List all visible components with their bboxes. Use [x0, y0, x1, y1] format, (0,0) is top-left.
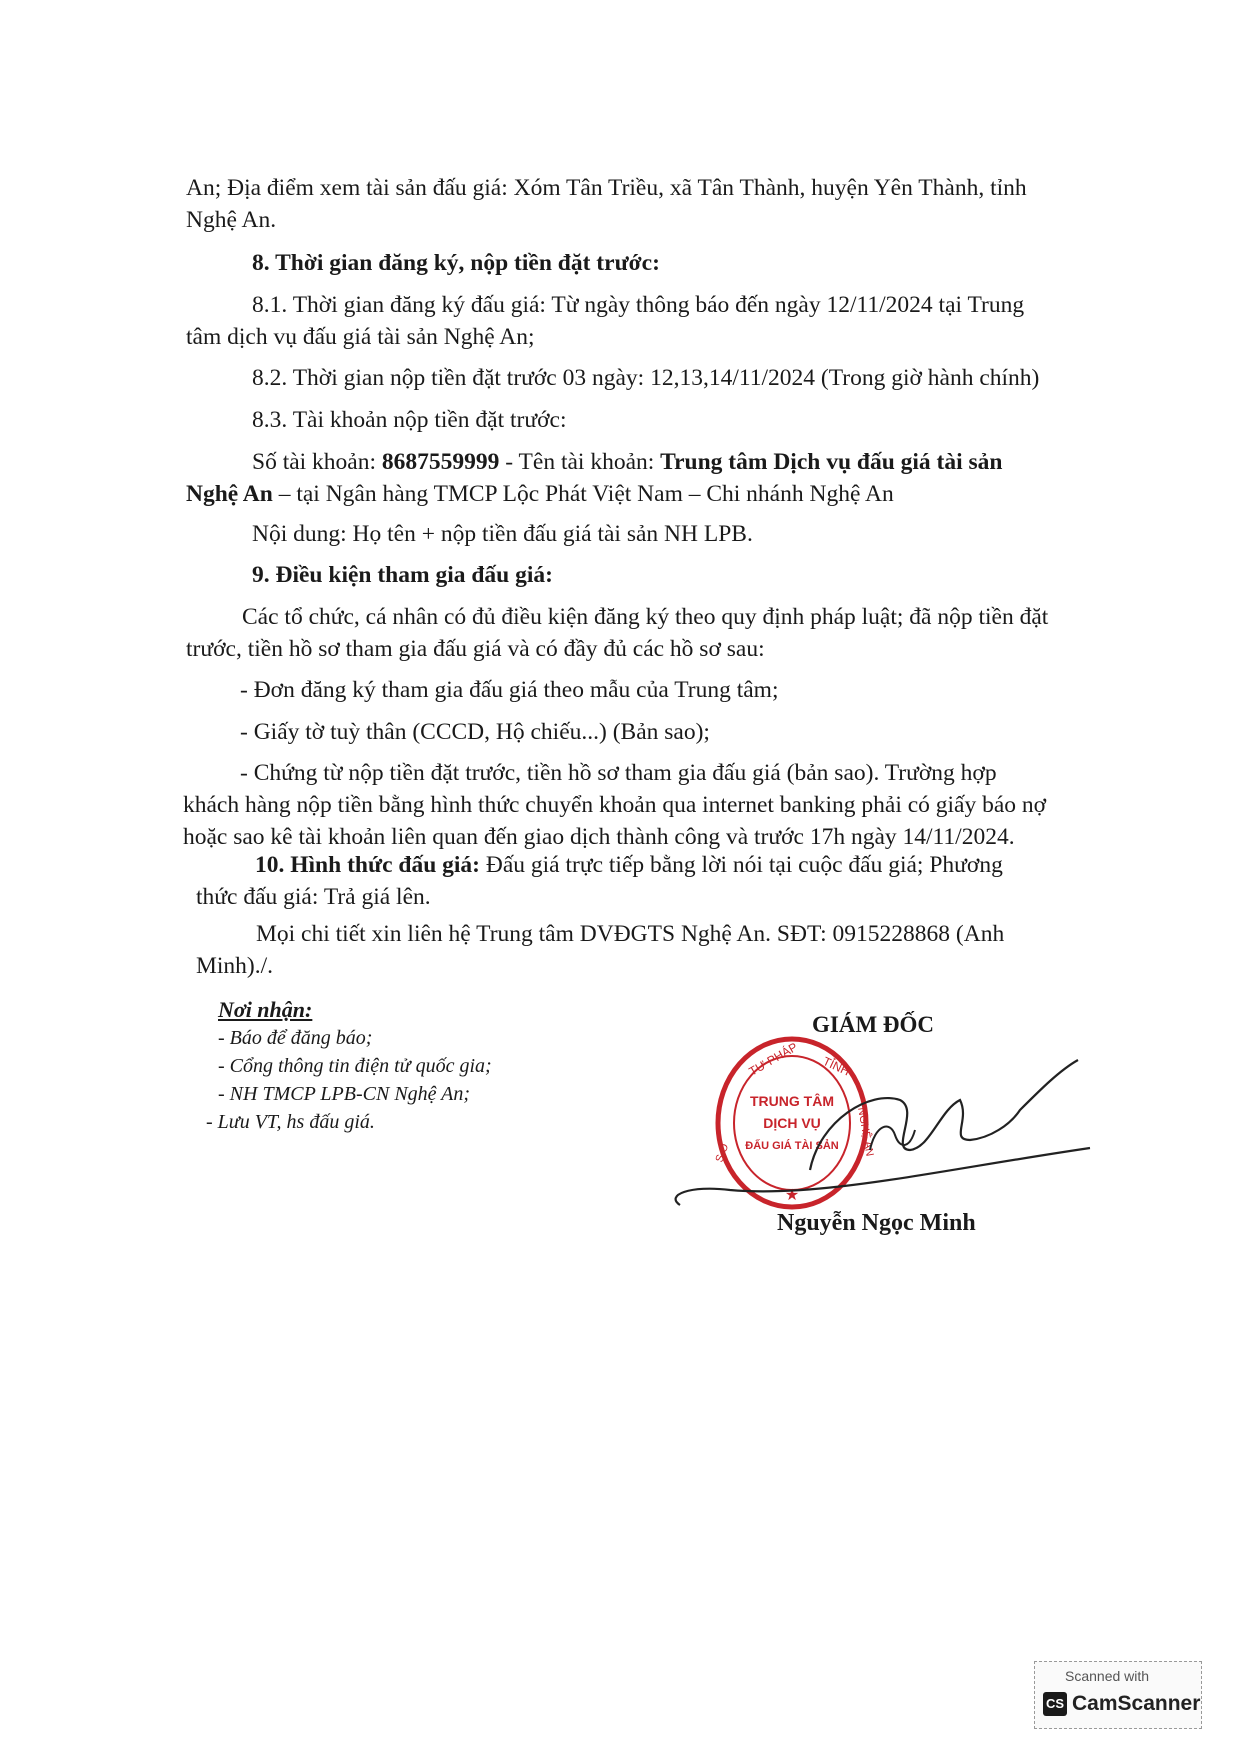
stamp-text-province: TỈNH	[820, 1054, 853, 1079]
paragraph-line: 8.2. Thời gian nộp tiền đặt trước 03 ngày: 12,13,14/11/2024 (Trong giờ hành chính)	[252, 365, 1040, 391]
paragraph-line: An; Địa điểm xem tài sản đấu giá: Xóm Tân Triều, xã Tân Thành, huyện Yên Thành, tỉnh	[186, 175, 1027, 201]
paragraph-line: trước, tiền hồ sơ tham gia đấu giá và có đầy đủ các hồ sơ sau:	[186, 636, 765, 662]
bullet-item: - Giấy tờ tuỳ thân (CCCD, Hộ chiếu...) (Bản sao);	[240, 719, 710, 745]
payment-content: Nội dung: Họ tên + nộp tiền đấu giá tài sản NH LPB.	[252, 521, 753, 547]
paragraph-line: Các tổ chức, cá nhân có đủ điều kiện đăng ký theo quy định pháp luật; đã nộp tiền đặt	[242, 604, 1049, 630]
camscanner-watermark	[1034, 1661, 1202, 1729]
paragraph-line: 8.3. Tài khoản nộp tiền đặt trước:	[252, 407, 567, 433]
recipient-item: - NH TMCP LPB-CN Nghệ An;	[218, 1083, 471, 1105]
stamp-text-left: S.O	[713, 1142, 732, 1165]
stamp-text-center-3: ĐẤU GIÁ TÀI SẢN	[745, 1140, 839, 1152]
paragraph-line: 8.1. Thời gian đăng ký đấu giá: Từ ngày thông báo đến ngày 12/11/2024 tại Trung	[252, 292, 1025, 318]
camscanner-logo-icon: CS	[1043, 1692, 1067, 1716]
signer-name: Nguyễn Ngọc Minh	[777, 1210, 976, 1236]
paragraph-line: khách hàng nộp tiền bằng hình thức chuyển khoản qua internet banking phải có giấy báo nợ	[183, 792, 1047, 818]
bullet-item: - Chứng từ nộp tiền đặt trước, tiền hồ sơ tham gia đấu giá (bản sao). Trường hợp	[240, 760, 997, 786]
section-10-heading: 10. Hình thức đấu giá:	[255, 852, 480, 878]
account-bank-line	[186, 478, 1106, 510]
section-8-heading: 8. Thời gian đăng ký, nộp tiền đặt trước:	[252, 250, 660, 276]
stamp-text-center-1: TRUNG TÂM	[750, 1093, 834, 1109]
bullet-item: - Đơn đăng ký tham gia đấu giá theo mẫu của Trung tâm;	[240, 677, 779, 703]
section-10-text: Đấu giá trực tiếp bằng lời nói tại cuộc đấu giá; Phương	[480, 852, 1003, 878]
recipient-item: - Báo để đăng báo;	[218, 1027, 373, 1049]
contact-line: Mọi chi tiết xin liên hệ Trung tâm DVĐGTS Nghệ An. SĐT: 0915228868 (Anh	[256, 921, 1005, 947]
recipients-block	[206, 996, 492, 1136]
stamp-star-icon: ★	[784, 1185, 800, 1204]
stamp-text-top: TƯ PHÁP	[746, 1039, 800, 1079]
stamp-text-side: NGHỆ AN	[855, 1106, 876, 1158]
account-name-cont: Nghệ An	[186, 481, 273, 507]
recipients-title: Nơi nhận:	[218, 997, 313, 1022]
stamp-text-center-2: DỊCH VỤ	[763, 1115, 821, 1131]
section-9-heading: 9. Điều kiện tham gia đấu giá:	[252, 562, 553, 588]
section-10-line	[255, 849, 1175, 881]
paragraph-line: Nghệ An.	[186, 207, 277, 233]
account-number: 8687559999	[381, 449, 500, 475]
contact-line: Minh)./.	[196, 953, 274, 979]
paragraph-line: tâm dịch vụ đấu giá tài sản Nghệ An;	[186, 324, 535, 350]
signature-handwritten	[660, 1030, 1090, 1230]
watermark-text: Scanned with	[1065, 1668, 1150, 1684]
paragraph-line: hoặc sao kê tài khoản liên quan đến giao dịch thành công và trước 17h ngày 14/11/2024.	[183, 824, 1015, 850]
director-title: GIÁM ĐỐC	[812, 1012, 935, 1037]
recipient-item: - Cổng thông tin điện tử quốc gia;	[218, 1055, 492, 1077]
watermark-brand: CamScanner	[1072, 1692, 1201, 1715]
account-label: Số tài khoản:	[252, 449, 382, 475]
paragraph-line: thức đấu giá: Trả giá lên.	[196, 884, 431, 910]
account-line	[252, 446, 1172, 478]
account-name-label: - Tên tài khoản:	[499, 449, 661, 475]
account-name: Trung tâm Dịch vụ đấu giá tài sản	[660, 449, 1003, 475]
bank-name: – tại Ngân hàng TMCP Lộc Phát Việt Nam – Chi nhánh Nghệ An	[272, 481, 894, 507]
recipient-item: - Lưu VT, hs đấu giá.	[206, 1111, 375, 1133]
